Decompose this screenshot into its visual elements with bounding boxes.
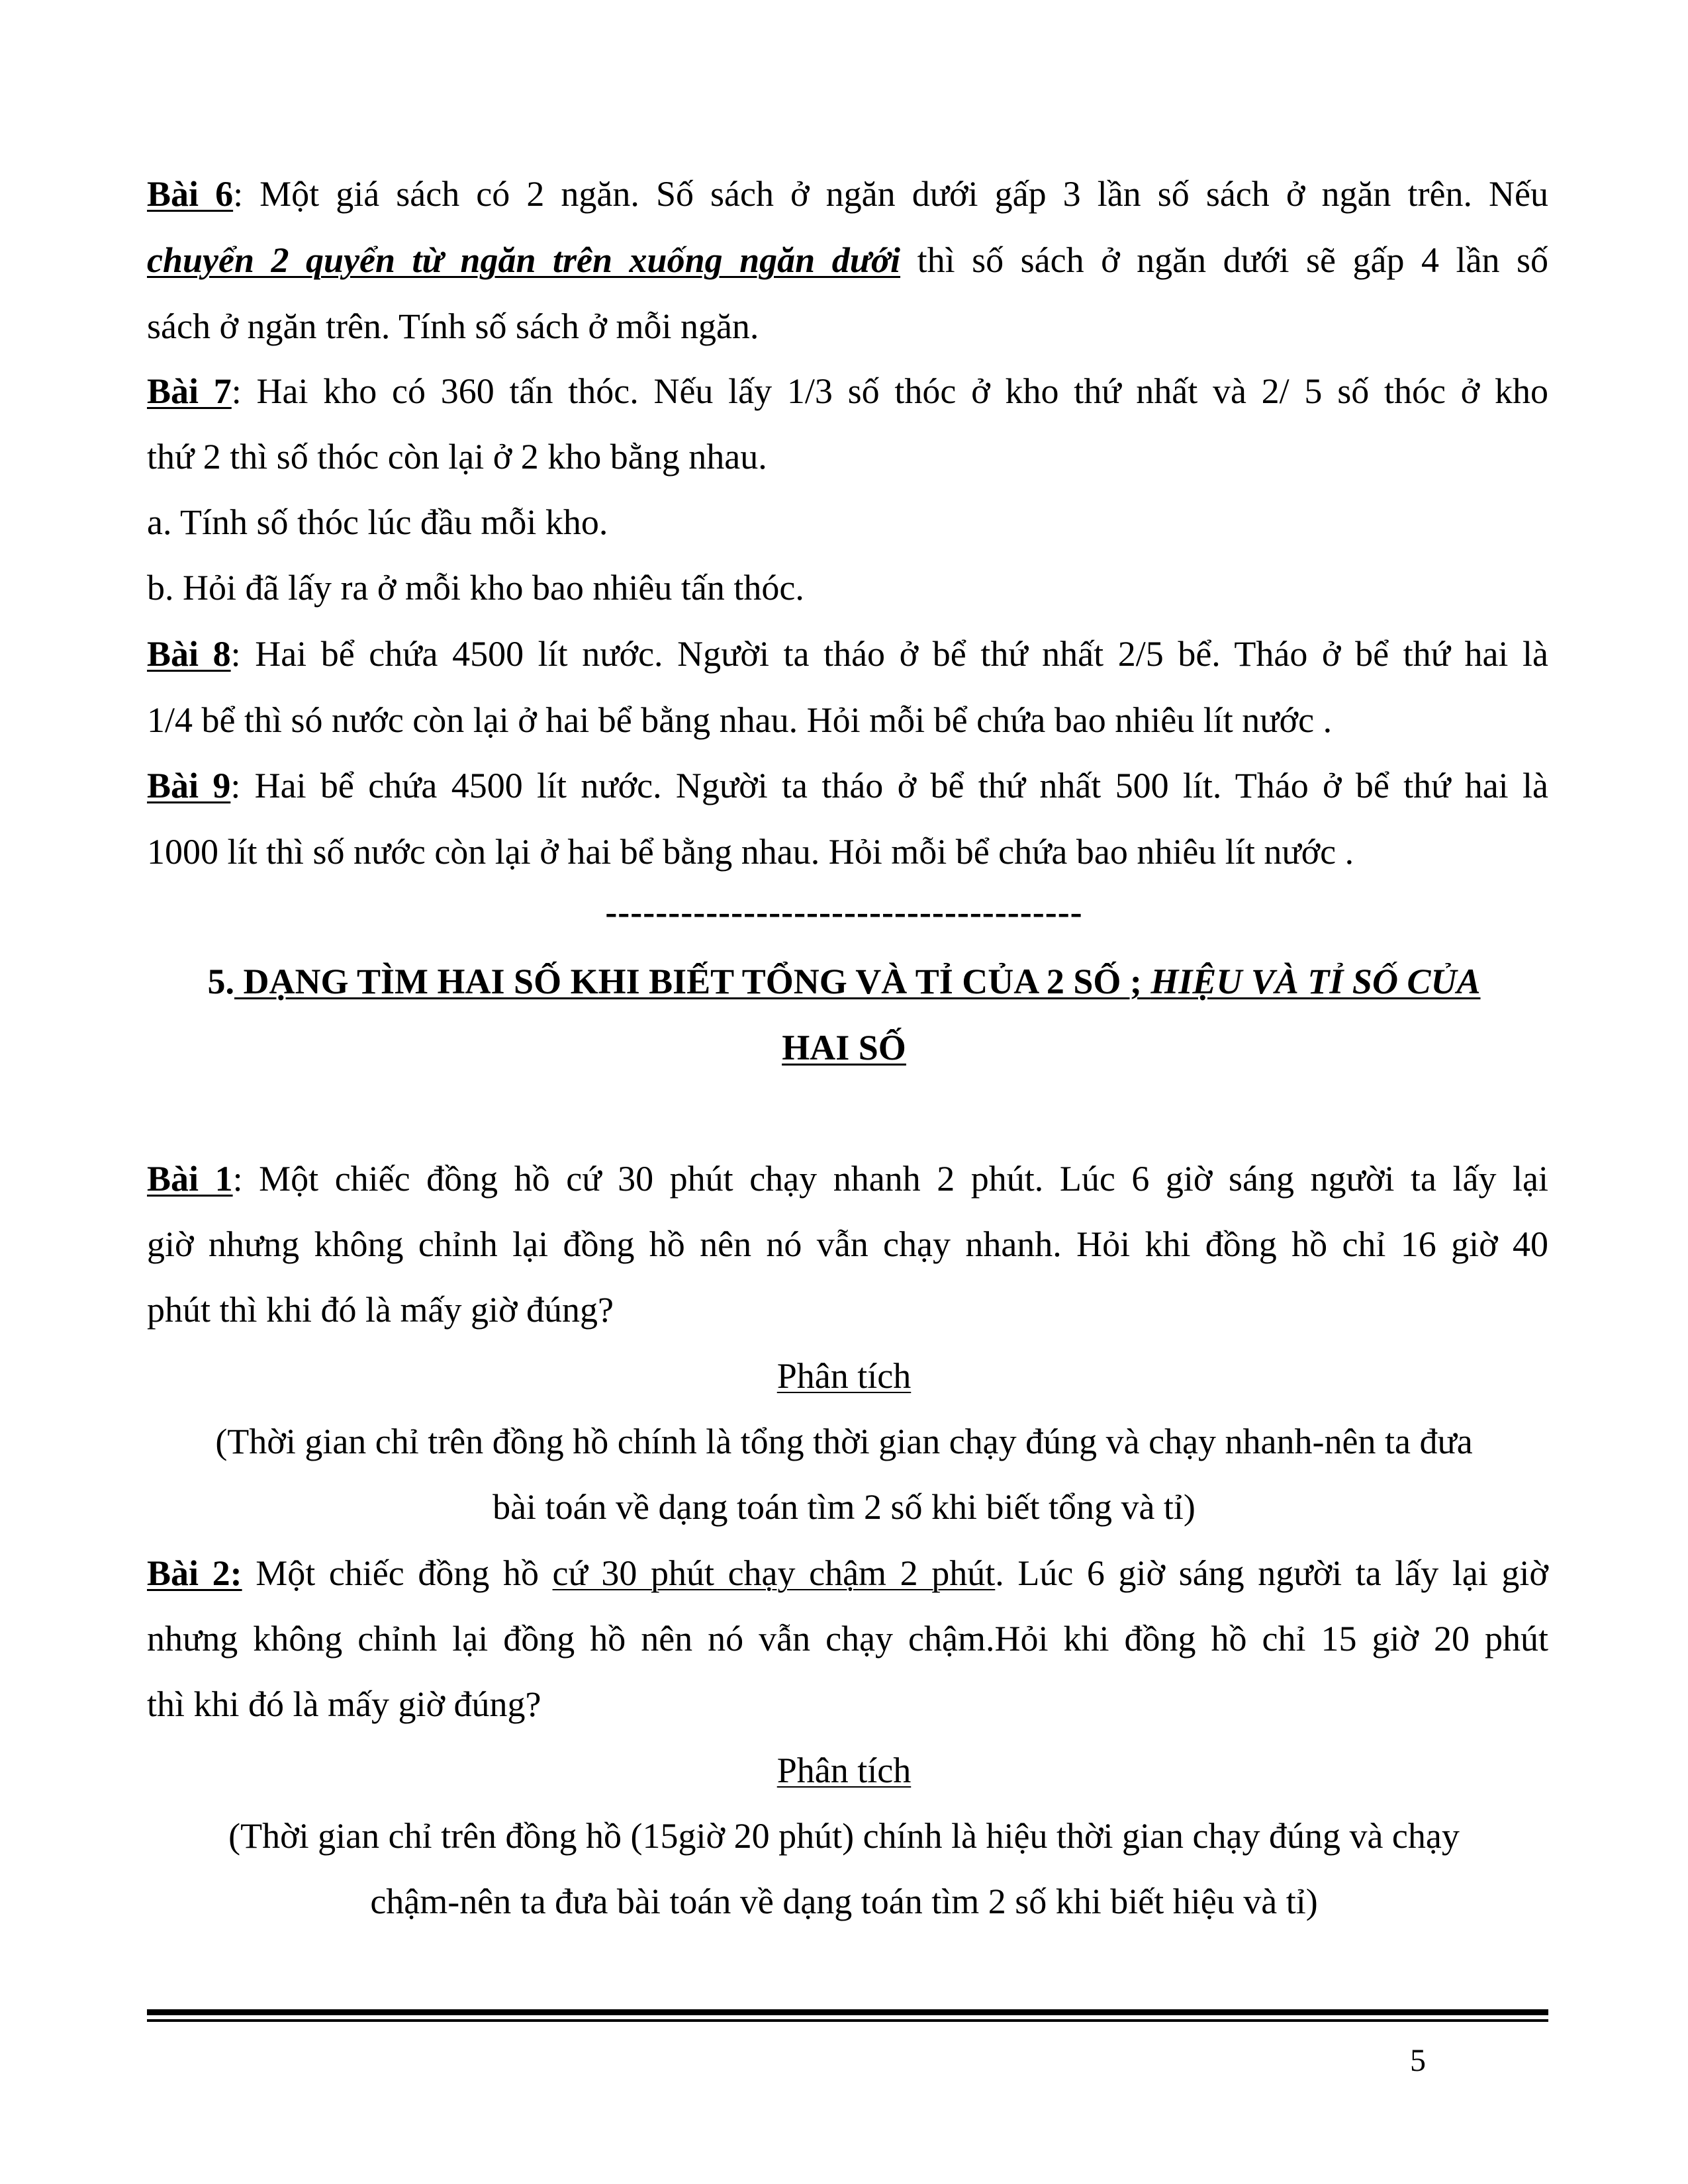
bai7-label: Bài 7 (147, 371, 232, 411)
bai9-text-1: Hai bể chứa 4500 lít nước. Người ta tháo ở bể thứ nhất 500 lít. Tháo ở bể thứ hai là (254, 766, 1548, 805)
bai6-text-1: Một giá sách có 2 ngăn. Số sách ở ngăn dưới gấp 3 lần số sách ở ngăn trên. Nếu (259, 174, 1548, 214)
bai2-text-pre: Một chiếc đồng hồ (242, 1553, 553, 1593)
bai2-analysis-line-2: chậm-nên ta đưa bài toán về dạng toán tìm 2 số khi biết hiệu và tỉ) (370, 1882, 1318, 1921)
bai2-underlined-text: cứ 30 phút chạy chậm 2 phút (552, 1553, 996, 1593)
bai1-analysis-title (0, 1354, 1688, 1398)
footer-rule-thick (147, 2009, 1548, 2015)
bai8-line-2: 1/4 bể thì só nước còn lại ở hai bể bằng nhau. Hỏi mỗi bể chứa bao nhiêu lít nước . (147, 700, 1333, 740)
bai2-analysis-title-text: Phân tích (776, 1751, 912, 1790)
footer-rule-thin (147, 2019, 1548, 2022)
bai1-line-3: phút thì khi đó là mấy giờ đúng? (147, 1290, 614, 1330)
bai2-line-2: nhưng không chỉnh lại đồng hồ nên nó vẫn chạy chậm.Hỏi khi đồng hồ chỉ 15 giờ 20 phút (147, 1619, 1548, 1659)
bai2-analysis-line-1: (Thời gian chỉ trên đồng hồ (15giờ 20 phút) chính là hiệu thời gian chạy đúng và chạy (228, 1816, 1460, 1856)
page-number: 5 (1410, 2043, 1426, 2078)
bai2-line-1 (147, 1551, 1548, 1595)
bai1-analysis-line-2: bài toán về dạng toán tìm 2 số khi biết tổng và tỉ) (492, 1487, 1196, 1527)
bai6-label: Bài 6 (147, 174, 234, 214)
bai2-text-post: . Lúc 6 giờ sáng người ta lấy lại giờ (995, 1553, 1548, 1593)
bai2-analysis-title (0, 1749, 1688, 1792)
bai7-part-a: a. Tính số thóc lúc đầu mỗi kho. (147, 502, 608, 542)
bai6-line-2 (147, 238, 1548, 282)
bai6-line-3: sách ở ngăn trên. Tính số sách ở mỗi ngăn. (147, 306, 759, 346)
bai6-text-2: thì số sách ở ngăn dưới sẽ gấp 4 lần số (900, 240, 1548, 280)
bai2-line-3: thì khi đó là mấy giờ đúng? (147, 1684, 541, 1724)
bai9-line-1: Bài 9: Hai bể chứa 4500 lít nước. Người ta tháo ở bể thứ nhất 500 lít. Tháo ở bể thứ hai là (147, 766, 1548, 805)
bai1-label: Bài 1 (147, 1159, 233, 1199)
bai7-line-2: thứ 2 thì số thóc còn lại ở 2 kho bằng nhau. (147, 437, 767, 477)
bai1-analysis-line-1: (Thời gian chỉ trên đồng hồ chính là tổng thời gian chạy đúng và chạy nhanh-nên ta đưa (215, 1422, 1473, 1461)
section-separator: -------------------------------------- (605, 892, 1083, 932)
section5-title-line2: HAI SỐ (782, 1028, 906, 1068)
section5-heading-line-2 (0, 1026, 1688, 1069)
section5-title-part1: DẠNG TÌM HAI SỐ KHI BIẾT TỔNG VÀ TỈ CỦA 2 SỐ ; (234, 962, 1151, 1001)
section5-heading-line-1 (0, 960, 1688, 1003)
bai8-text-1: Hai bể chứa 4500 lít nước. Người ta tháo ở bể thứ nhất 2/5 bể. Tháo ở bể thứ hai là (255, 634, 1548, 674)
bai7-line-1: Bài 7: Hai kho có 360 tấn thóc. Nếu lấy 1/3 số thóc ở kho thứ nhất và 2/ 5 số thóc ở kho (147, 371, 1548, 411)
bai9-line-2: 1000 lít thì số nước còn lại ở hai bể bằng nhau. Hỏi mỗi bể chứa bao nhiêu lít nước . (147, 832, 1354, 872)
bai1-text-1: Một chiếc đồng hồ cứ 30 phút chạy nhanh 2 phút. Lúc 6 giờ sáng người ta lấy lại (259, 1159, 1548, 1199)
bai2-label: Bài 2: (147, 1553, 242, 1593)
bai8-line-1: Bài 8: Hai bể chứa 4500 lít nước. Người ta tháo ở bể thứ nhất 2/5 bể. Tháo ở bể thứ hai là (147, 634, 1548, 674)
bai1-analysis-title-text: Phân tích (776, 1356, 912, 1396)
bai1-line-1: Bài 1: Một chiếc đồng hồ cứ 30 phút chạy nhanh 2 phút. Lúc 6 giờ sáng người ta lấy lại (147, 1159, 1548, 1199)
bai6-line-1: Bài 6: Một giá sách có 2 ngăn. Số sách ở ngăn dưới gấp 3 lần số sách ở ngăn trên. Nếu (147, 174, 1548, 214)
bai6-emphasis: chuyển 2 quyển từ ngăn trên xuống ngăn dưới (147, 240, 901, 280)
bai7-text-1: Hai kho có 360 tấn thóc. Nếu lấy 1/3 số thóc ở kho thứ nhất và 2/ 5 số thóc ở kho (256, 371, 1548, 411)
bai1-line-2: giờ nhưng không chỉnh lại đồng hồ nên nó vẫn chạy nhanh. Hỏi khi đồng hồ chỉ 16 giờ 40 (147, 1224, 1548, 1264)
bai8-label: Bài 8 (147, 634, 231, 674)
section5-number: 5. (207, 962, 234, 1001)
section5-title-part2: HIỆU VÀ TỈ SỐ CỦA (1150, 962, 1481, 1001)
bai7-part-b: b. Hỏi đã lấy ra ở mỗi kho bao nhiêu tấn thóc. (147, 568, 804, 608)
bai9-label: Bài 9 (147, 766, 231, 805)
